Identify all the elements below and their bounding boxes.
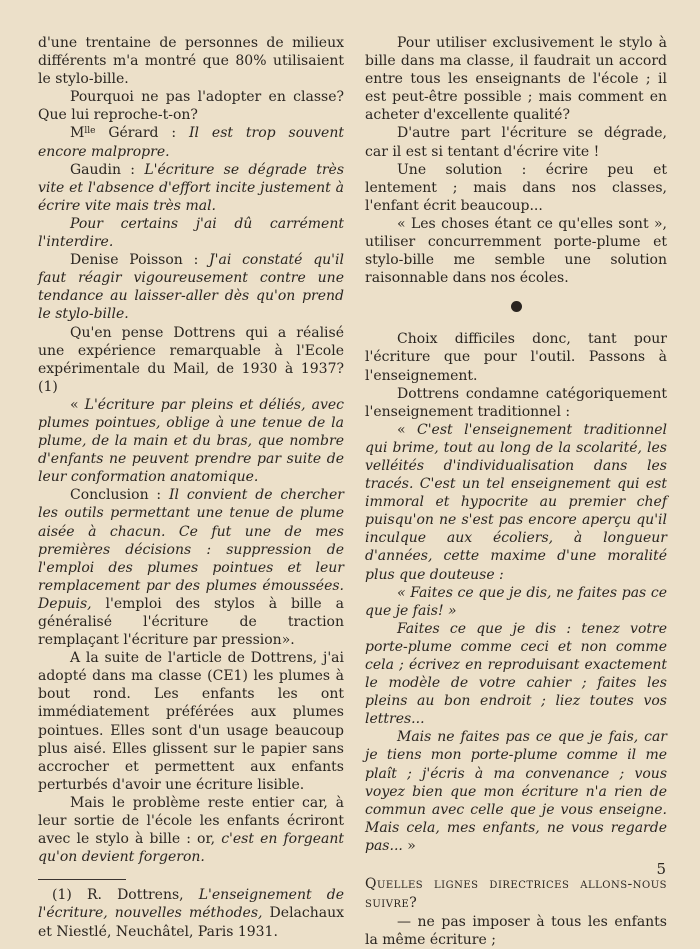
paragraph: A la suite de l'article de Dottrens, j'ai adopté dans ma classe (CE1) les plumes à bout rond. Les enfants les ont immédiatement préférées aux plumes pointues. Elles sont d'un usage beaucoup plus aisé. Elles glissent sur le papier sans accrocher et permettent aux enfants perturbés d'avoir une écriture lisible.	[38, 650, 344, 793]
text: Mais le problème reste entier car, à leur sortie de l'école les enfants écriront avec le stylo à bille : or,	[38, 794, 344, 848]
quote: Mais ne faites pas ce que je fais, car je tiens mon porte-plume comme il me plaît ; j'écris à ma convenance ; vous voyez bien que mon écriture n'a rien de commun avec celle que je vous enseigne. Mais cela, mes enfants, ne vous regarde pas...	[365, 729, 667, 854]
paragraph	[38, 486, 344, 649]
section-bullet-icon	[511, 301, 522, 312]
quote-mark: «	[70, 396, 85, 413]
speaker-name: Denise Poisson :	[70, 252, 210, 269]
footnote	[38, 886, 344, 940]
quote-mark: »	[402, 837, 416, 854]
paragraph	[38, 396, 344, 486]
label: Conclusion :	[70, 487, 169, 504]
quote: Il convient de chercher les outils permettant une tenue de plume aisée à chacun. Ce fut une de mes premières décisions : suppression de l'emploi des plumes pointues et leur remplacement par des plumes émoussées. Depuis,	[38, 487, 344, 612]
speaker-name: Gaudin :	[70, 161, 145, 178]
paragraph: Choix difficiles donc, tant pour l'écriture que pour l'outil. Passons à l'enseignement.	[365, 331, 667, 384]
paragraph: Dottrens condamne catégoriquement l'enseignement traditionnel :	[365, 385, 667, 420]
paragraph: — ne pas imposer à tous les enfants la même écriture ;	[365, 914, 667, 949]
page-number: 5	[656, 860, 666, 878]
footnote-divider	[38, 879, 126, 880]
paragraph: Une solution : écrire peu et lentement ; mais dans nos classes, l'enfant écrit beaucoup...	[365, 161, 667, 214]
paragraph: « Faites ce que je dis, ne faites pas ce que je fais! »	[365, 584, 667, 619]
quote: Il est trop souvent encore malpropre.	[38, 125, 344, 160]
paragraph: Qu'en pense Dottrens qui a réalisé une expérience remarquable à l'Ecole expérimentale du Mail, de 1930 à 1937? (1)	[38, 324, 344, 395]
right-column	[365, 34, 667, 949]
footnote-title: L'enseignement de l'écriture, nouvelles méthodes,	[38, 887, 344, 922]
paragraph	[38, 251, 344, 323]
paragraph	[38, 124, 344, 160]
quote: c'est en forgeant qu'on devient forgeron.	[38, 831, 344, 866]
quote: L'écriture se dégrade très vite et l'absence d'effort incite justement à écrire vite mais très mal.	[38, 161, 344, 214]
footnote-publisher: Delachaux et Niestlé, Neuchâtel, Paris 1931.	[38, 905, 345, 940]
quote-end: l'emploi des stylos à bille a généralisé l'écriture de traction remplaçant l'écriture par pression».	[38, 595, 344, 649]
paragraph: Faites ce que je dis : tenez votre porte-plume comme ceci et non comme cela ; écrivez en reproduisant exactement le modèle de votre cahier ; faites les pleins au bon endroit ; liez toutes vos lettres...	[365, 620, 667, 728]
speaker-name: M	[70, 125, 85, 142]
paragraph: d'une trentaine de personnes de milieux différents m'a montré que 80% utilisaient le stylo-bille.	[38, 35, 344, 88]
paragraph	[365, 728, 667, 855]
paragraph	[365, 421, 667, 584]
quote-mark: «	[397, 421, 417, 438]
paragraph: Pourquoi ne pas l'adopter en classe? Que lui reproche-t-on?	[38, 89, 344, 124]
paragraph: D'autre part l'écriture se dégrade, car il est si tentant d'écrire vite !	[365, 125, 667, 160]
quote: C'est l'enseignement traditionnel qui brime, tout au long de la scolarité, les velléités d'individualisation dans les tracés. C'est un tel enseignement qui est immoral et hypocrite au premier chef puisqu'on ne s'est pas encore aperçu qu'il inculque aux écoliers, à longueur d'années, cette maxime d'une moralité plus que douteuse :	[365, 421, 667, 583]
section-heading: Quelles lignes directrices allons-nous suivre?	[365, 876, 667, 912]
quote: L'écriture par pleins et déliés, avec plumes pointues, oblige à une tenue de la plume, de la main et du bras, que nombre d'enfants ne peuvent prendre par suite de leur conformation anatomique.	[38, 396, 344, 486]
paragraph	[38, 794, 344, 866]
paragraph	[38, 161, 344, 215]
superscript: lle	[84, 126, 96, 137]
quote: J'ai constaté qu'il faut réagir vigoureusement contre une tendance au laisser-aller dès qu'on prend le stylo-bille.	[38, 252, 344, 323]
left-column	[38, 34, 344, 941]
paragraph: Pour certains j'ai dû carrément l'interdire.	[38, 215, 344, 251]
speaker-name-rest: Gérard :	[95, 125, 190, 142]
paragraph: Pour utiliser exclusivement le stylo à bille dans ma classe, il faudrait un accord entre tous les enseignants de l'école ; il est peut-être possible ; mais comment en acheter d'excellente qualité?	[365, 35, 667, 124]
footnote-marker: (1) R. Dottrens,	[52, 887, 199, 904]
paragraph: « Les choses étant ce qu'elles sont », utiliser concurremment porte-plume et stylo-bille me semble une solution raisonnable dans nos écoles.	[365, 215, 667, 287]
